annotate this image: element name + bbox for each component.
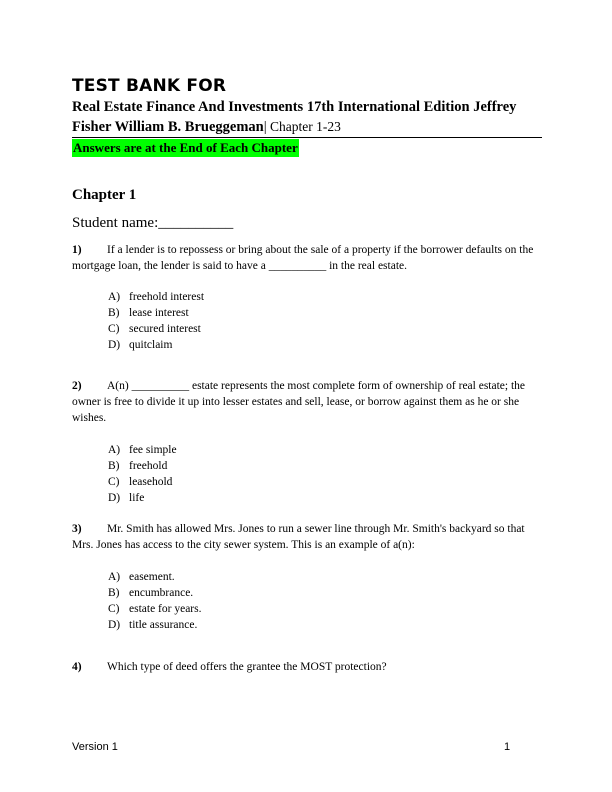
option-letter: D) [108, 619, 121, 631]
option-a [108, 569, 201, 585]
question-2-options [108, 442, 177, 506]
answers-note: Answers are at the End of Each Chapter [73, 140, 298, 155]
option-b [108, 458, 177, 474]
option-d [108, 490, 177, 506]
option-c [108, 321, 204, 337]
option-text: life [129, 492, 145, 504]
question-2 [72, 378, 540, 426]
option-letter: D) [108, 339, 121, 351]
question-1 [72, 242, 540, 274]
book-subtitle [72, 97, 542, 137]
option-text: lease interest [129, 307, 189, 319]
option-letter: B) [108, 460, 120, 472]
option-text: fee simple [129, 444, 177, 456]
option-text: secured interest [129, 323, 201, 335]
option-a [108, 442, 177, 458]
option-a [108, 289, 204, 305]
option-text: freehold [129, 460, 168, 472]
option-b [108, 585, 201, 601]
option-letter: C) [108, 476, 120, 488]
option-letter: A) [108, 571, 121, 583]
option-text: encumbrance. [129, 587, 194, 599]
question-3-options [108, 569, 201, 633]
option-b [108, 305, 204, 321]
header-rule [72, 137, 542, 138]
question-text: Which type of deed offers the grantee the MOST protection? [107, 661, 387, 673]
book-title: Real Estate Finance And Investments 17th International Edition Jeffrey Fisher William B. Brueggeman [72, 99, 517, 135]
chapter-heading: Chapter 1 [72, 187, 137, 203]
option-d [108, 337, 204, 353]
question-text: If a lender is to repossess or bring about the sale of a property if the borrower defaults on the mortgage loan, the lender is said to have a __________ in the real estate. [72, 244, 534, 272]
option-c [108, 601, 201, 617]
student-name-line: Student name:__________ [72, 215, 234, 231]
option-text: title assurance. [129, 619, 198, 631]
option-text: quitclaim [129, 339, 173, 351]
question-1-options [108, 289, 204, 353]
option-c [108, 474, 177, 490]
option-text: easement. [129, 571, 175, 583]
option-letter: A) [108, 444, 121, 456]
question-text: A(n) __________ estate represents the most complete form of ownership of real estate; the owner is free to divide it up into lesser estates and sell, lease, or borrow against them as he or she wishes. [72, 380, 526, 424]
question-number: 4) [72, 661, 82, 673]
test-bank-title: TEST BANK FOR [72, 76, 227, 96]
footer-version: Version 1 [72, 741, 118, 753]
option-text: leasehold [129, 476, 173, 488]
option-letter: B) [108, 307, 120, 319]
option-letter: C) [108, 323, 120, 335]
chapter-range: Chapter 1-23 [266, 119, 341, 134]
option-letter: B) [108, 587, 120, 599]
question-number: 2) [72, 380, 82, 392]
question-number: 3) [72, 523, 82, 535]
option-text: freehold interest [129, 291, 205, 303]
option-letter: A) [108, 291, 121, 303]
option-text: estate for years. [129, 603, 202, 615]
question-3 [72, 521, 540, 553]
question-text: Mr. Smith has allowed Mrs. Jones to run a sewer line through Mr. Smith's backyard so that Mrs. Jones has access to the city sewer system. This is an example of a(n): [72, 523, 525, 551]
option-letter: C) [108, 603, 120, 615]
option-letter: D) [108, 492, 121, 504]
footer-page-number: 1 [504, 741, 511, 753]
title-separator: | [263, 119, 267, 135]
question-number: 1) [72, 244, 82, 256]
question-4 [72, 659, 540, 675]
option-d [108, 617, 201, 633]
